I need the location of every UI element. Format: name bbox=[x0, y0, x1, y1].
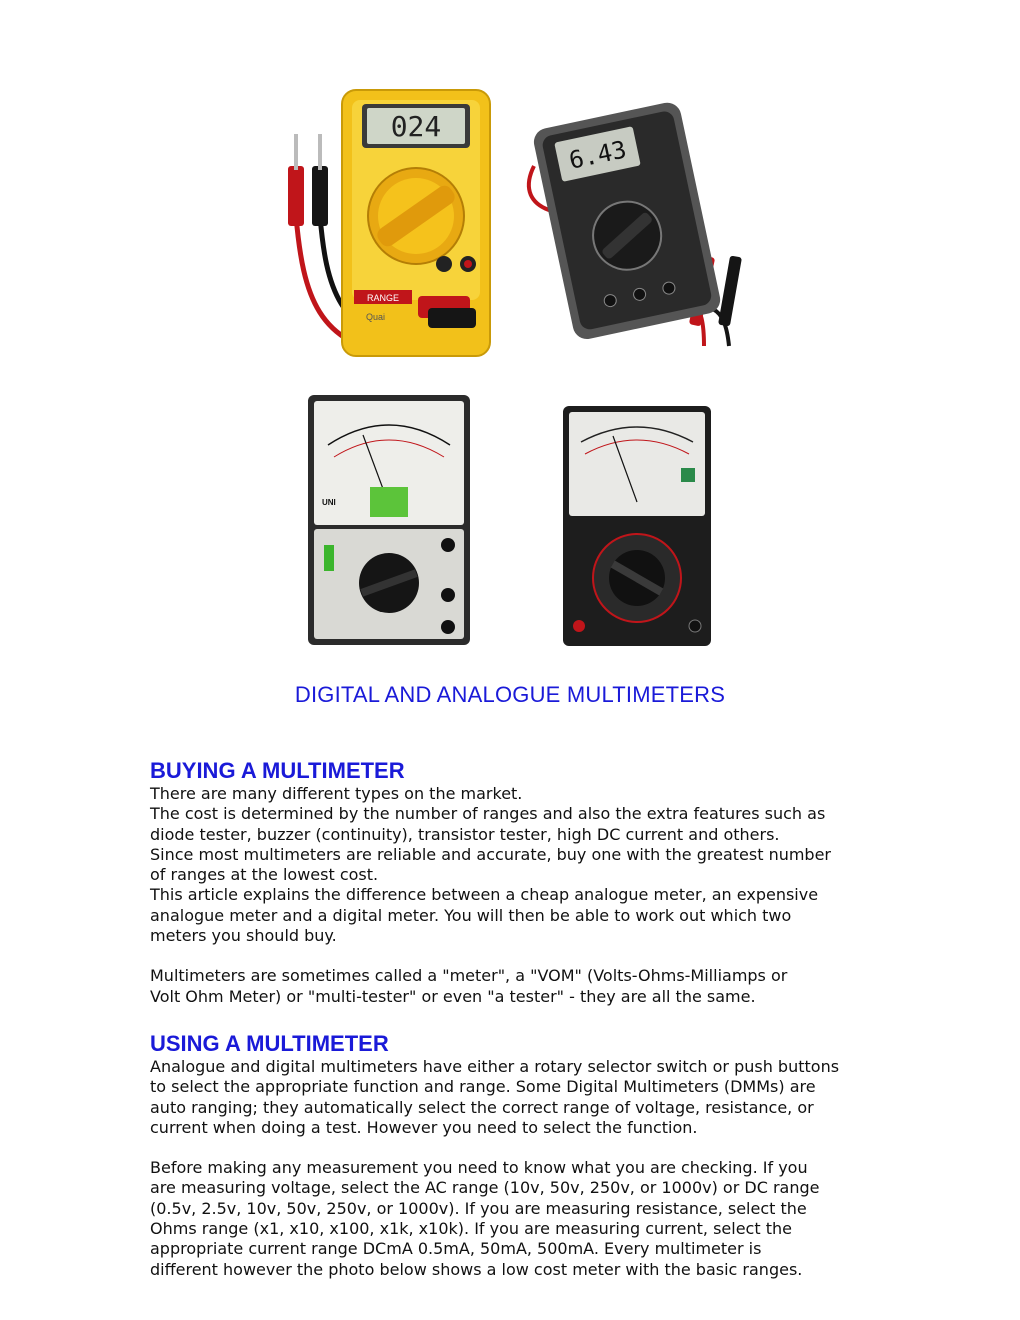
analogue-multimeter-photo-2 bbox=[563, 406, 711, 646]
buying-line-1: There are many different types on the market. bbox=[150, 784, 523, 803]
using-line-7: (0.5v, 2.5v, 10v, 50v, 250v, or 1000v). If you are measuring resistance, select the bbox=[150, 1198, 807, 1218]
display-reading: 024 bbox=[390, 110, 442, 143]
using-line-2: to select the appropriate function and range. Some Digital Multimeters (DMMs) are bbox=[150, 1077, 816, 1097]
using-line-6: are measuring voltage, select the AC range (10v, 50v, 250v, or 1000v) or DC range bbox=[150, 1178, 820, 1198]
buying-line-6: This article explains the difference between a cheap analogue meter, an expensive bbox=[150, 885, 819, 905]
figure-caption: DIGITAL AND ANALOGUE MULTIMETERS bbox=[294, 682, 726, 707]
buying-section bbox=[150, 758, 880, 1007]
using-line-8: Ohms range (x1, x10, x100, x1k, x10k). If you are measuring current, select the bbox=[150, 1219, 792, 1239]
using-line-1: Analogue and digital multimeters have either a rotary selector switch or push buttons bbox=[150, 1057, 840, 1076]
brand-sublabel: Quai bbox=[366, 312, 386, 322]
buying-line-8: meters you should buy. bbox=[150, 926, 337, 946]
buying-heading: BUYING A MULTIMETER bbox=[150, 758, 405, 783]
using-line-9: appropriate current range DCmA 0.5mA, 50mA, 500mA. Every multimeter is bbox=[150, 1239, 762, 1259]
buying-line-2: The cost is determined by the number of ranges and also the extra features such as bbox=[150, 804, 826, 824]
yellow-digital-multimeter-photo bbox=[268, 86, 494, 361]
buying-line-3: diode tester, buzzer (continuity), transistor tester, high DC current and others. bbox=[150, 824, 780, 844]
using-line-3: auto ranging; they automatically select the correct range of voltage, resistance, or bbox=[150, 1097, 814, 1117]
using-heading: USING A MULTIMETER bbox=[150, 1031, 389, 1056]
black-digital-multimeter-photo bbox=[514, 96, 764, 364]
using-line-5: Before making any measurement you need to know what you are checking. If you bbox=[150, 1158, 808, 1178]
buying-line-7: analogue meter and a digital meter. You will then be able to work out which two bbox=[150, 905, 792, 925]
buying-line-5: of ranges at the lowest cost. bbox=[150, 865, 379, 885]
brand-label: UNI bbox=[322, 498, 336, 507]
analogue-multimeter-photo-1 bbox=[308, 395, 470, 645]
using-section bbox=[150, 1031, 880, 1280]
brand-label: RANGE bbox=[366, 293, 400, 303]
using-line-4: current when doing a test. However you need to select the function. bbox=[150, 1117, 698, 1137]
buying-line-10: Volt Ohm Meter) or "multi-tester" or even "a tester" - they are all the same. bbox=[150, 986, 756, 1006]
display-reading: 6.43 bbox=[566, 135, 629, 175]
buying-line-4: Since most multimeters are reliable and accurate, buy one with the greatest number bbox=[150, 844, 832, 864]
buying-line-9: Multimeters are sometimes called a "meter", a "VOM" (Volts-Ohms-Milliamps or bbox=[150, 966, 788, 986]
using-line-10: different however the photo below shows a low cost meter with the basic ranges. bbox=[150, 1259, 803, 1279]
